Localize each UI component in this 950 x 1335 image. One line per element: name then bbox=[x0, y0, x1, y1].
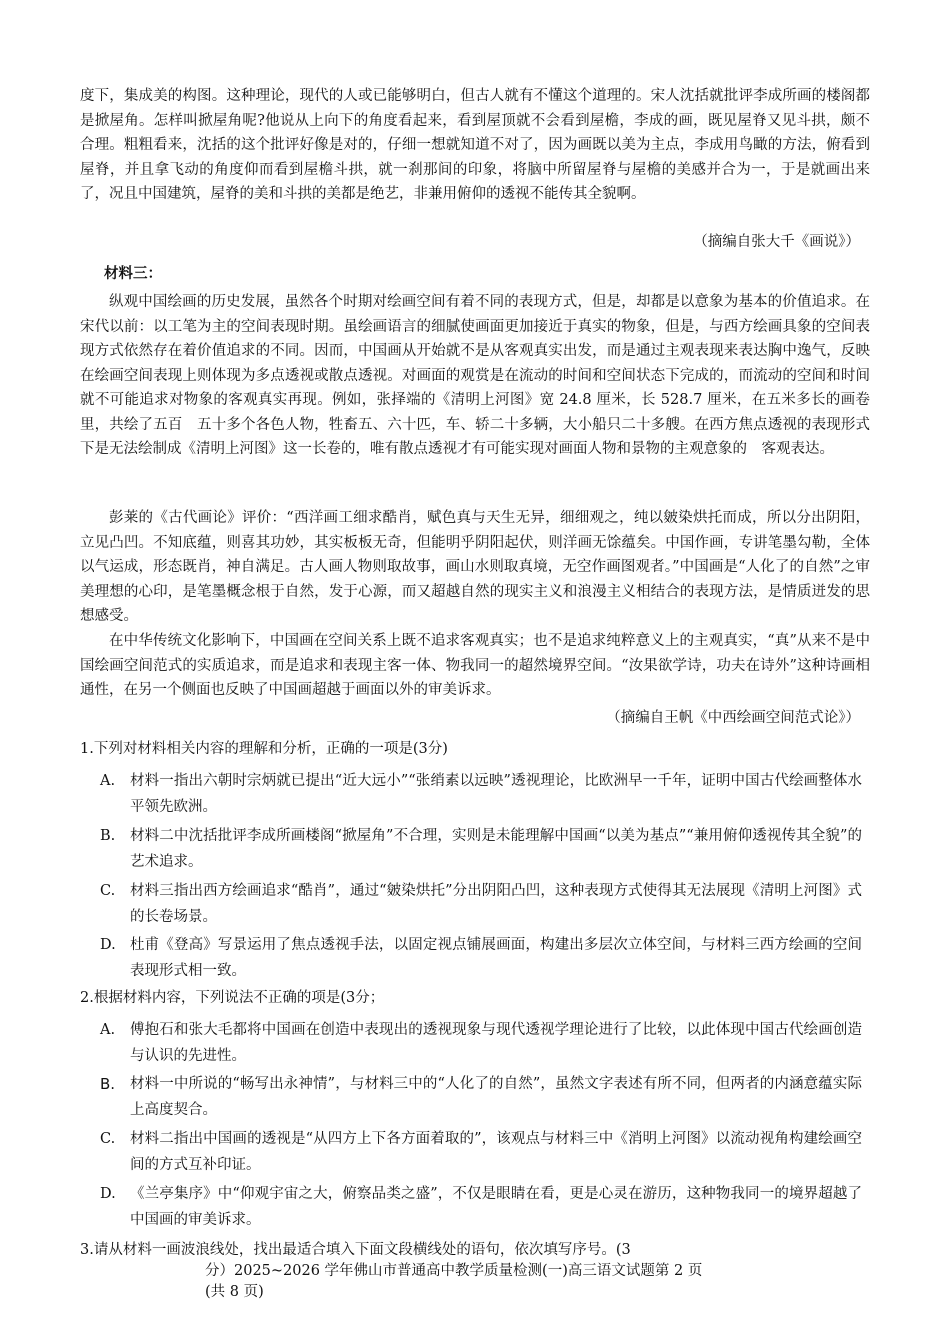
question-1-option-b bbox=[100, 823, 862, 875]
question-2-option-c bbox=[100, 1126, 862, 1178]
option-text: 材料一指出六朝时宗炳就已提出“近大远小”“张绡素以远映”透视理论，比欧洲早一千年，证明中国古代绘画整体水平领先欧洲。 bbox=[130, 773, 862, 815]
question-1-stem: 1.下列对材料相关内容的理解和分析，正确的一项是(3分) bbox=[80, 741, 448, 757]
question-1-option-c bbox=[100, 878, 862, 930]
question-2-option-a bbox=[100, 1017, 862, 1069]
question-3-stem: 3.请从材料一画波浪线处，找出最适合填入下面文段横线处的语句，依次填写序号。(3 bbox=[80, 1242, 631, 1258]
page-footer bbox=[205, 1261, 905, 1282]
question-2-stem: 2.根据材料内容，下列说法不正确的项是(3分； bbox=[80, 990, 385, 1006]
option-letter: C. bbox=[100, 1131, 116, 1147]
option-letter: A. bbox=[100, 773, 116, 789]
option-letter: B. bbox=[100, 1075, 116, 1093]
option-text: 傅抱石和张大毛都将中国画在创造中表现出的透视现象与现代透视学理论进行了比较，以此体现中国古代绘画创造与认识的先进性。 bbox=[130, 1022, 862, 1064]
option-letter: D. bbox=[100, 1186, 116, 1202]
option-letter: C. bbox=[100, 883, 116, 899]
question-2-option-d bbox=[100, 1181, 862, 1233]
question-2-option-b bbox=[100, 1071, 862, 1123]
material-3-paragraph-2: 彭莱的《古代画论》评价：“西洋画工细求酷肖，赋色真与天生无异，细细观之，纯以皴染烘托而成，所以分出阴阳，立见凸凹。不知底蕴，则喜其功妙，其实板板无奇，但能明乎阴阳起伏，则洋画无馀蕴矣。中国作画，专讲笔墨勾勒，全体以气运成，形态既肖，神自满足。古人画人物则取故事，画山水则取真境，无空作画图观者。”中国画是“人化了的自然”之审美理想的心印，是笔墨概念根于自然，发于心源，而又超越自然的现实主义和浪漫主义相结合的表现方法，是情质迸发的思想感受。 bbox=[80, 510, 870, 624]
question-1-option-d bbox=[100, 932, 862, 984]
option-text: 材料二指出中国画的透视是“从四方上下各方面着取的”，该观点与材料三中《消明上河图》以流动视角构建绘画空间的方式互补印证。 bbox=[130, 1131, 862, 1173]
option-text: 杜甫《登高》写景运用了焦点透视手法，以固定视点铺展画面，构建出多层次立体空间，与材料三西方绘画的空间表现形式相一致。 bbox=[130, 937, 862, 979]
option-text: 材料三指出西方绘画追求“酷肖”，通过“皴染烘托”分出阴阳凸凹，这种表现方式使得其无法展现《清明上河图》式的长卷场景。 bbox=[130, 883, 862, 925]
material-3-paragraph-1: 纵观中国绘画的历史发展，虽然各个时期对绘画空间有着不同的表现方式，但是，却都是以意象为基本的价值追求。在宋代以前：以工笔为主的空间表现时期。虽绘画语言的细腻使画面更加接近于真实的物象，但是，与西方绘画具象的空间表现方式依然存在着价值追求的不同。因而，中国画从开始就不是从客观真实出发，而是通过主观表现来表达胸中逸气，反映在绘画空间表现上则体现为多点透视或散点透视。对画面的观赏是在流动的时间和空间状态下完成的，而流动的空间和时间就不可能追求对物象的客观真实再现。例如，张择端的《清明上河图》宽 24.8 厘米，长 528.7 厘米，在五米多长的画卷里，共绘了五百 五十多个各色人物，牲畜五、六十匹，车、轿二十多辆，大小船只二十多艘。在西方焦点透视的表现形式 下是无法绘制成《清明上河图》这一长卷的，唯有散点透视才有可能实现对画面人物和景物的主观意象的 客观表达。 bbox=[80, 294, 885, 457]
option-letter: B. bbox=[100, 828, 116, 844]
question-1-option-a bbox=[100, 768, 862, 820]
footer-line-2: (共 8 页) bbox=[205, 1284, 264, 1300]
option-letter: A. bbox=[100, 1022, 116, 1038]
option-letter: D. bbox=[100, 937, 116, 953]
footer-line-1: 分）2025~2026 学年佛山市普通高中教学质量检测(一)高三语文试题第 2 页 bbox=[205, 1263, 703, 1279]
source-citation-2: （摘编自王帆《中西绘画空间范式论》） bbox=[606, 710, 860, 726]
material-3-paragraph-3: 在中华传统文化影响下，中国画在空间关系上既不追求客观真实；也不是追求纯粹意义上的主观真实，“真”从来不是中国绘画空间范式的实质追求，而是追求和表现主客一体、物我同一的超然境界空间。“汝果欲学诗，功夫在诗外”这种诗画相通性，在另一个侧面也反映了中国画超越于画面以外的审美诉求。 bbox=[80, 633, 870, 698]
option-text: 《兰亭集序》中“仰观宇宙之大，俯察品类之盛”，不仅是眼睛在看，更是心灵在游历，这种物我同一的境界超越了中国画的审美诉求。 bbox=[130, 1186, 862, 1228]
top-paragraph: 度下，集成美的构图。这种理论，现代的人或已能够明白，但古人就有不懂这个道理的。宋人沈括就批评李成所画的楼阁都是掀屋角。怎样叫掀屋角呢?他说从上向下的角度看起来，看到屋顶就不会看到屋檐，李成的画，既见屋脊又见斗拱，颇不合理。粗粗看来，沈括的这个批评好像是对的，仔细一想就知道不对了，因为画既以美为主点，李成用鸟瞰的方法，俯看到屋脊，并且拿飞动的角度仰而看到屋檐斗拱，就一刹那间的印象，将脑中所留屋脊与屋檐的美感并合为一，于是就画出来了，况且中国建筑，屋脊的美和斗拱的美都是绝艺，非兼用俯仰的透视不能传其全貌啊。 bbox=[80, 88, 870, 202]
option-text: 材料二中沈括批评李成所画楼阁“掀屋角”不合理，实则是未能理解中国画“以美为基点”“兼用俯仰透视传其全貌”的艺术追求。 bbox=[130, 828, 862, 870]
option-text: 材料一中所说的“畅写出永神情”，与材料三中的“人化了的自然”，虽然文字表述有所不同，但两者的内涵意蕴实际上高度契合。 bbox=[130, 1076, 862, 1118]
material-3-heading: 材料三： bbox=[104, 266, 162, 282]
page-footer-total bbox=[205, 1282, 905, 1303]
source-citation-1: （摘编自张大千《画说》） bbox=[693, 234, 860, 250]
